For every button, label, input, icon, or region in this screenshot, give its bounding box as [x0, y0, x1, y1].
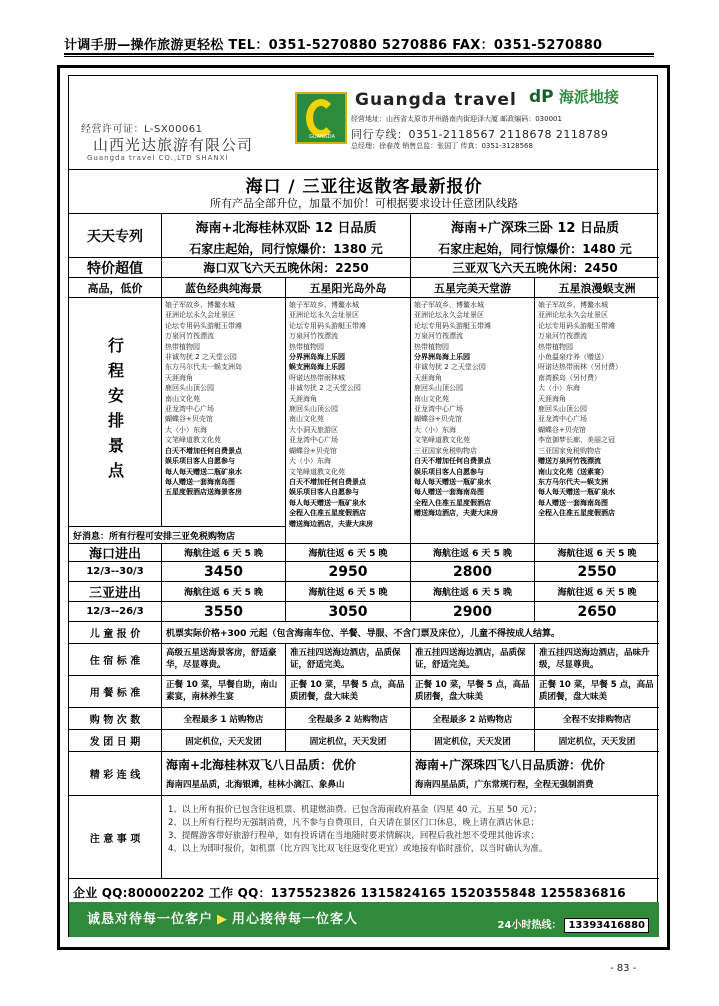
- guangda-logo-icon: [295, 92, 347, 144]
- itinerary-item: 娘子军故乡、博鳌水城: [165, 301, 235, 309]
- shop-col-3: 全程最多 2 站购物店: [410, 708, 534, 729]
- row-deal: [69, 257, 659, 277]
- itinerary-item: 大（小）东海: [538, 384, 580, 393]
- slogan-part-b: 用心接待每一位客人: [232, 912, 359, 927]
- itinerary-item: 南湾猴岛（另付费）: [538, 373, 601, 382]
- row-products: [69, 277, 659, 297]
- good-news-note: 好消息：所有行程可安排三亚免税购物店: [69, 526, 285, 544]
- row-notes: [69, 795, 659, 879]
- itinerary-item: 赠送海边酒店，夫妻大床房: [414, 509, 498, 518]
- note-item: 2、以上所有行程均无强制消费，凡不参与自费项目，白天请在景区门口休息，晚上请在酒店休息；: [168, 818, 539, 828]
- haikou-price-1: 3450: [161, 562, 285, 581]
- company-phones: 同行专线：0351-2118567 2118678 2118789: [351, 128, 609, 141]
- hotline: [498, 916, 649, 931]
- itinerary-item: 万泉河竹筏漂流: [538, 332, 587, 341]
- itinerary-item: 天涯海角: [289, 394, 317, 403]
- itinerary-item: 蝴蝶谷+贝壳馆: [538, 425, 586, 434]
- row-haikou: [69, 543, 659, 561]
- featured-right-desc: 海南四星品质，广东常规行程，全程无强制消费: [415, 780, 594, 790]
- company-address: 经营地址：山西省太原市并州路南内街迎泽大厦 邮政编码：030001: [351, 115, 562, 123]
- special-right-price: 石家庄起始，同行惊爆价：1480 元: [438, 242, 632, 256]
- row-meal: [69, 675, 659, 707]
- hotline-label: 24小时热线：: [497, 920, 562, 931]
- brand-name-cn: 海派地接: [558, 88, 619, 106]
- slogan-arrow-icon: ▶: [217, 912, 229, 927]
- hotline-number: 13393416880: [564, 918, 649, 933]
- itinerary-item: 每人赠送一套海南岛图: [538, 498, 608, 507]
- itinerary-col-3: [410, 298, 534, 543]
- hotel-col-3: 准五挂四送海边酒店，品质保证，舒适完美。: [410, 644, 534, 675]
- row-shopping: [69, 707, 659, 729]
- itinerary-item: 呀诺达热带雨林（另付费）: [538, 363, 622, 372]
- itinerary-item: 全程入住准五星度假酒店: [414, 498, 491, 507]
- itinerary-item: 大（小）东海: [414, 425, 456, 434]
- itinerary-item: 南山文化苑（送素宴）: [538, 467, 608, 476]
- itinerary-item: 论坛专用码头游艇玉带滩: [289, 321, 366, 330]
- haikou-price-2: 2950: [285, 562, 410, 581]
- shop-col-2: 全程最多 2 站购物店: [285, 708, 410, 729]
- itinerary-item: 非诚勿扰 2 之天堂公园: [289, 384, 361, 393]
- brand-name-en: Guangda travel: [355, 90, 517, 110]
- sanya-price-4: 2650: [534, 602, 659, 621]
- page-number: - 83 -: [610, 963, 637, 974]
- itinerary-item: 亚龙湾中心广场: [289, 436, 338, 445]
- row-sanya: [69, 581, 659, 601]
- itinerary-item: 全程入住准五星度假酒店: [538, 509, 615, 518]
- haikou-route-3: 海航往返 6 天 5 晚: [410, 544, 534, 561]
- itinerary-item: 白天不增加任何自费景点: [289, 477, 366, 486]
- row-label-sanya: 三亚进出: [88, 586, 141, 601]
- featured-right: [410, 752, 659, 795]
- itinerary-item: 天涯海角: [165, 373, 193, 382]
- itinerary-item: 东方马尔代夫—蜈支洲: [538, 477, 608, 486]
- itinerary-item: 每人赠送一套海南岛图: [414, 488, 484, 497]
- depart-col-3: 固定机位，天天发团: [410, 730, 534, 751]
- itinerary-item: 非诚勿扰 2 之天堂公园: [165, 353, 237, 362]
- itinerary-item: 赠送万泉河竹筏漂流: [538, 457, 601, 466]
- product-name-3: 五星完美天堂游: [410, 278, 534, 297]
- itinerary-item: 大小洞天旅游区: [289, 425, 338, 434]
- row-itinerary: [69, 297, 659, 543]
- itinerary-item: 热带植物园: [414, 342, 449, 351]
- company-name-en: Guangda travel CO.,LTD SHANXI: [87, 154, 229, 162]
- itinerary-item: 东方马尔代夫一蜈支洲岛: [165, 363, 242, 372]
- top-rule-thin: [64, 56, 654, 57]
- page-title: 海口 / 三亚往返散客最新报价: [245, 177, 483, 197]
- itinerary-item: 亚龙湾中心广场: [165, 405, 214, 414]
- itinerary-item: 蝴蝶谷+贝壳馆: [289, 446, 337, 455]
- deal-right: 三亚双飞六天五晚休闲：2450: [410, 258, 659, 277]
- itinerary-item: 娱乐项目客人自愿参与: [165, 457, 235, 466]
- featured-right-title: 海南+广深珠四飞八日品质游：优价: [415, 758, 606, 772]
- itinerary-item: 热带植物园: [165, 342, 200, 351]
- top-rule: [64, 53, 654, 55]
- row-label-notes: 注 意 事 项: [89, 833, 141, 845]
- notes-list: [161, 796, 659, 878]
- special-right-title: 海南+广深珠三卧 12 日品质: [450, 221, 620, 236]
- brand-logo: dP 海派地接: [529, 87, 619, 107]
- company-contacts: 总经理：徐春茂 销售总监：张国丁 传真：0351-3128568: [351, 142, 533, 150]
- row-label-featured: 精 彩 连 线: [89, 770, 141, 781]
- row-label-shopping: 购 物 次 数: [89, 715, 141, 726]
- haikou-price-4: 2550: [534, 562, 659, 581]
- company-name-cn: 山西光达旅游有限公司: [93, 136, 254, 154]
- itinerary-item: 鹿回头山顶公园: [165, 384, 214, 393]
- itinerary-item: 论坛专用码头游艇玉带滩: [538, 321, 615, 330]
- itinerary-item: 娱乐项目客人自愿参与: [414, 467, 484, 476]
- special-left-title: 海南+北海桂林双卧 12 日品质: [195, 221, 377, 236]
- slogan-part-a: 诚恳对待每一位客户: [87, 912, 214, 927]
- note-item: 1、以上所有报价已包含往返机票、机建燃油费、已包含海南政府基金（四星 40 元，五星 50 元）；: [168, 805, 542, 815]
- itinerary-item: 亚洲论坛永久会址景区: [538, 311, 608, 320]
- itinerary-item: 亚龙湾中心广场: [538, 415, 587, 424]
- itinerary-item: 南山文化苑: [414, 394, 449, 403]
- itinerary-item: 鹿回头山顶公园: [414, 384, 463, 393]
- sanya-dates: 12/3--26/3: [86, 606, 144, 617]
- row-label-departure: 发 团 日 期: [89, 737, 141, 748]
- itinerary-item: 每人每天赠送二瓶矿泉水: [165, 467, 242, 476]
- itinerary-item: 南山文化苑: [165, 394, 200, 403]
- itinerary-col-4: [534, 298, 659, 543]
- row-child: [69, 621, 659, 643]
- row-departure: [69, 729, 659, 751]
- itinerary-item: 鹿回头山顶公园: [538, 405, 587, 414]
- sanya-price-3: 2900: [410, 602, 534, 621]
- haikou-route-1: 海航往返 6 天 5 晚: [161, 544, 285, 561]
- note-item: 3、提醒游客带好旅游行程单，如有投诉请在当地随时要求情解决，回程后我社恕不受理其他诉求；: [168, 831, 539, 841]
- meal-col-2: 正餐 10 菜，早餐 5 点，高品质团餐，盘大味美: [285, 676, 410, 707]
- itinerary-item: 文笔峰道教文化苑: [289, 467, 345, 476]
- child-price-text: 机票实际价格+300 元起（包含海南车位、半餐、导服、不含门票及床位），儿童不得按成人结算。: [161, 622, 659, 643]
- depart-col-4: 固定机位，天天发团: [534, 730, 659, 751]
- row-label-hotel: 住 宿 标 准: [89, 656, 141, 667]
- meal-col-4: 正餐 10 菜，早餐 5 点，高品质团餐，盘大味美: [534, 676, 659, 707]
- itinerary-item: 全程入住准五星度假酒店: [289, 509, 366, 518]
- sanya-route-1: 海航往返 6 天 5 晚: [161, 582, 285, 601]
- sanya-price-2: 3050: [285, 602, 410, 621]
- shop-col-4: 全程不安排购物店: [534, 708, 659, 729]
- itinerary-item: 娘子军故乡、博鳌水城: [414, 301, 484, 309]
- depart-col-1: 固定机位，天天发团: [161, 730, 285, 751]
- itinerary-item: 论坛专用码头游艇玉带滩: [414, 321, 491, 330]
- row-sanya-prices: [69, 601, 659, 621]
- special-left-price: 石家庄起始，同行惊爆价：1380 元: [189, 242, 383, 256]
- license-number: 经营许可证：L-SX00061: [81, 124, 203, 135]
- row-label-meal: 用 餐 标 准: [89, 688, 141, 699]
- deal-left: 海口双飞六天五晚休闲：2250: [161, 258, 410, 277]
- itinerary-item: 文笔峰道教文化苑: [414, 436, 470, 445]
- itinerary-item: 李宽御梦长廊、美丽之冠: [538, 436, 615, 445]
- slogan-banner: [69, 902, 659, 937]
- note-item: 4、以上为即时报价，如机票（比方四飞比双飞往返变化更宜）或地接有临时涨价，以当时确认为准。: [168, 844, 548, 854]
- sanya-price-1: 3550: [161, 602, 285, 621]
- haikou-dates: 12/3--30/3: [86, 566, 144, 577]
- sanya-route-3: 海航往返 6 天 5 晚: [410, 582, 534, 601]
- hotel-col-2: 准五挂四送海边酒店，品质保证，舒适完美。: [285, 644, 410, 675]
- row-special-train: [69, 213, 659, 257]
- itinerary-item: 每人每天赠送一瓶矿泉水: [289, 498, 366, 507]
- itinerary-item: 论坛专用码头游艇玉带滩: [165, 321, 242, 330]
- sanya-route-4: 海航往返 6 天 5 晚: [534, 582, 659, 601]
- product-name-4: 五星浪漫蜈支洲: [534, 278, 659, 297]
- itinerary-col-2: [285, 298, 410, 543]
- special-right: [410, 214, 659, 257]
- itinerary-item: 每人每天赠送一瓶矿泉水: [538, 488, 615, 497]
- itinerary-item: 小鱼温泉疗养（赠送）: [538, 353, 608, 362]
- slogan: [87, 908, 358, 927]
- itinerary-item: 文笔峰道教文化苑: [165, 436, 221, 445]
- itinerary-item: 分界洲岛海上乐园: [414, 353, 470, 362]
- itinerary-item: 非诚勿扰 2 之天堂公园: [414, 363, 486, 372]
- itinerary-item: 白天不增加任何自费景点: [165, 446, 242, 455]
- price-sheet-frame: [57, 65, 670, 950]
- haikou-route-4: 海航往返 6 天 5 晚: [534, 544, 659, 561]
- row-featured-routes: [69, 751, 659, 795]
- itinerary-item: 亚洲论坛永久会址景区: [414, 311, 484, 320]
- row-hotel: [69, 643, 659, 675]
- meal-col-3: 正餐 10 菜，早餐 5 点，高品质团餐，盘大味美: [410, 676, 534, 707]
- itinerary-item: 蝴蝶谷+贝壳馆: [414, 415, 462, 424]
- qq-contacts: 企业 QQ:800002202 工作 QQ：1375523826 1315824165 1520355848 1255836816: [73, 886, 626, 900]
- row-haikou-prices: [69, 561, 659, 581]
- itinerary-item: 分界洲岛海上乐园: [289, 353, 345, 362]
- itinerary-item: 娘子军故乡、博鳌水城: [538, 301, 608, 309]
- haikou-route-2: 海航往返 6 天 5 晚: [285, 544, 410, 561]
- product-name-1: 蓝色经典纯海景: [161, 278, 285, 297]
- row-label-products: 高品，低价: [87, 281, 143, 295]
- itinerary-item: 白天不增加任何自费景点: [414, 457, 491, 466]
- itinerary-item: 热带植物园: [289, 342, 324, 351]
- itinerary-item: 五星度假酒店送海景客房: [165, 488, 242, 497]
- itinerary-item: 娘子军故乡、博鳌水城: [289, 301, 359, 309]
- row-label-haikou: 海口进出: [88, 547, 141, 561]
- itinerary-item: 三亚国家免税购物店: [538, 446, 601, 455]
- product-name-2: 五星阳光岛外岛: [285, 278, 410, 297]
- itinerary-item: 天涯海角: [414, 373, 442, 382]
- price-sheet: [68, 75, 658, 937]
- featured-left-desc: 海南四星品质，北海银滩，桂林小漓江、象鼻山: [166, 780, 345, 790]
- itinerary-item: 热带植物园: [538, 342, 573, 351]
- itinerary-item: 蜈支洲岛海上乐园: [289, 363, 345, 372]
- shop-col-1: 全程最多 1 站购物店: [161, 708, 285, 729]
- sanya-route-2: 海航往返 6 天 5 晚: [285, 582, 410, 601]
- top-banner-text: 计调手册—操作旅游更轻松 TEL：0351-5270880 5270886 FAX：0351-5270880: [64, 38, 603, 53]
- itinerary-item: 三亚国家免税购物店: [414, 446, 477, 455]
- itinerary-item: 大（小）东海: [165, 425, 207, 434]
- itinerary-item: 每人赠送一套海南岛图: [165, 477, 235, 486]
- hotel-col-1: 高级五星送海景客房，舒适豪华，尽显尊贵。: [161, 644, 285, 675]
- company-header: [69, 76, 659, 170]
- haikou-price-3: 2800: [410, 562, 534, 581]
- itinerary-item: 万泉河竹筏漂流: [165, 332, 214, 341]
- itinerary-item: 万泉河竹筏漂流: [414, 332, 463, 341]
- row-label-itinerary: 行程安排景点: [105, 337, 125, 487]
- itinerary-item: 鹿回头山顶公园: [289, 405, 338, 414]
- itinerary-col-1: [161, 298, 285, 526]
- page-subtitle: 所有产品全部升位，加量不加价！可根据要求设计任意团队线路: [210, 197, 518, 210]
- row-label-child: 儿 童 报 价: [89, 629, 141, 640]
- itinerary-item: 每人每天赠送一瓶矿泉水: [414, 477, 491, 486]
- itinerary-item: 呀诺达热带雨林城: [289, 373, 345, 382]
- itinerary-item: 亚龙湾中心广场: [414, 405, 463, 414]
- special-left: [161, 214, 410, 257]
- depart-col-2: 固定机位，天天发团: [285, 730, 410, 751]
- itinerary-item: 娱乐项目客人自愿参与: [289, 488, 359, 497]
- row-label-deal: 特价超值: [87, 260, 143, 277]
- itinerary-item: 赠送海边酒店，夫妻大床房: [289, 519, 373, 528]
- itinerary-item: 亚洲论坛永久会址景区: [165, 311, 235, 320]
- itinerary-item: 天涯海角: [538, 394, 566, 403]
- featured-left: [161, 752, 410, 795]
- meal-col-1: 正餐 10 菜，早餐自助，南山素宴，南林养生宴: [161, 676, 285, 707]
- itinerary-item: 大（小）东海: [289, 457, 331, 466]
- row-label-special: 天天专列: [87, 228, 143, 245]
- itinerary-item: 蝴蝶谷+贝壳馆: [165, 415, 213, 424]
- hotel-col-4: 准五挂四送海边酒店，品味升级，尽显尊贵。: [534, 644, 659, 675]
- featured-left-title: 海南+北海桂林双飞八日品质：优价: [166, 758, 357, 772]
- logo-caption: GUANGDA: [309, 134, 335, 140]
- itinerary-item: 南山文化苑: [289, 415, 324, 424]
- itinerary-item: 亚洲论坛永久会址景区: [289, 311, 359, 320]
- itinerary-item: 万泉河竹筏漂流: [289, 332, 338, 341]
